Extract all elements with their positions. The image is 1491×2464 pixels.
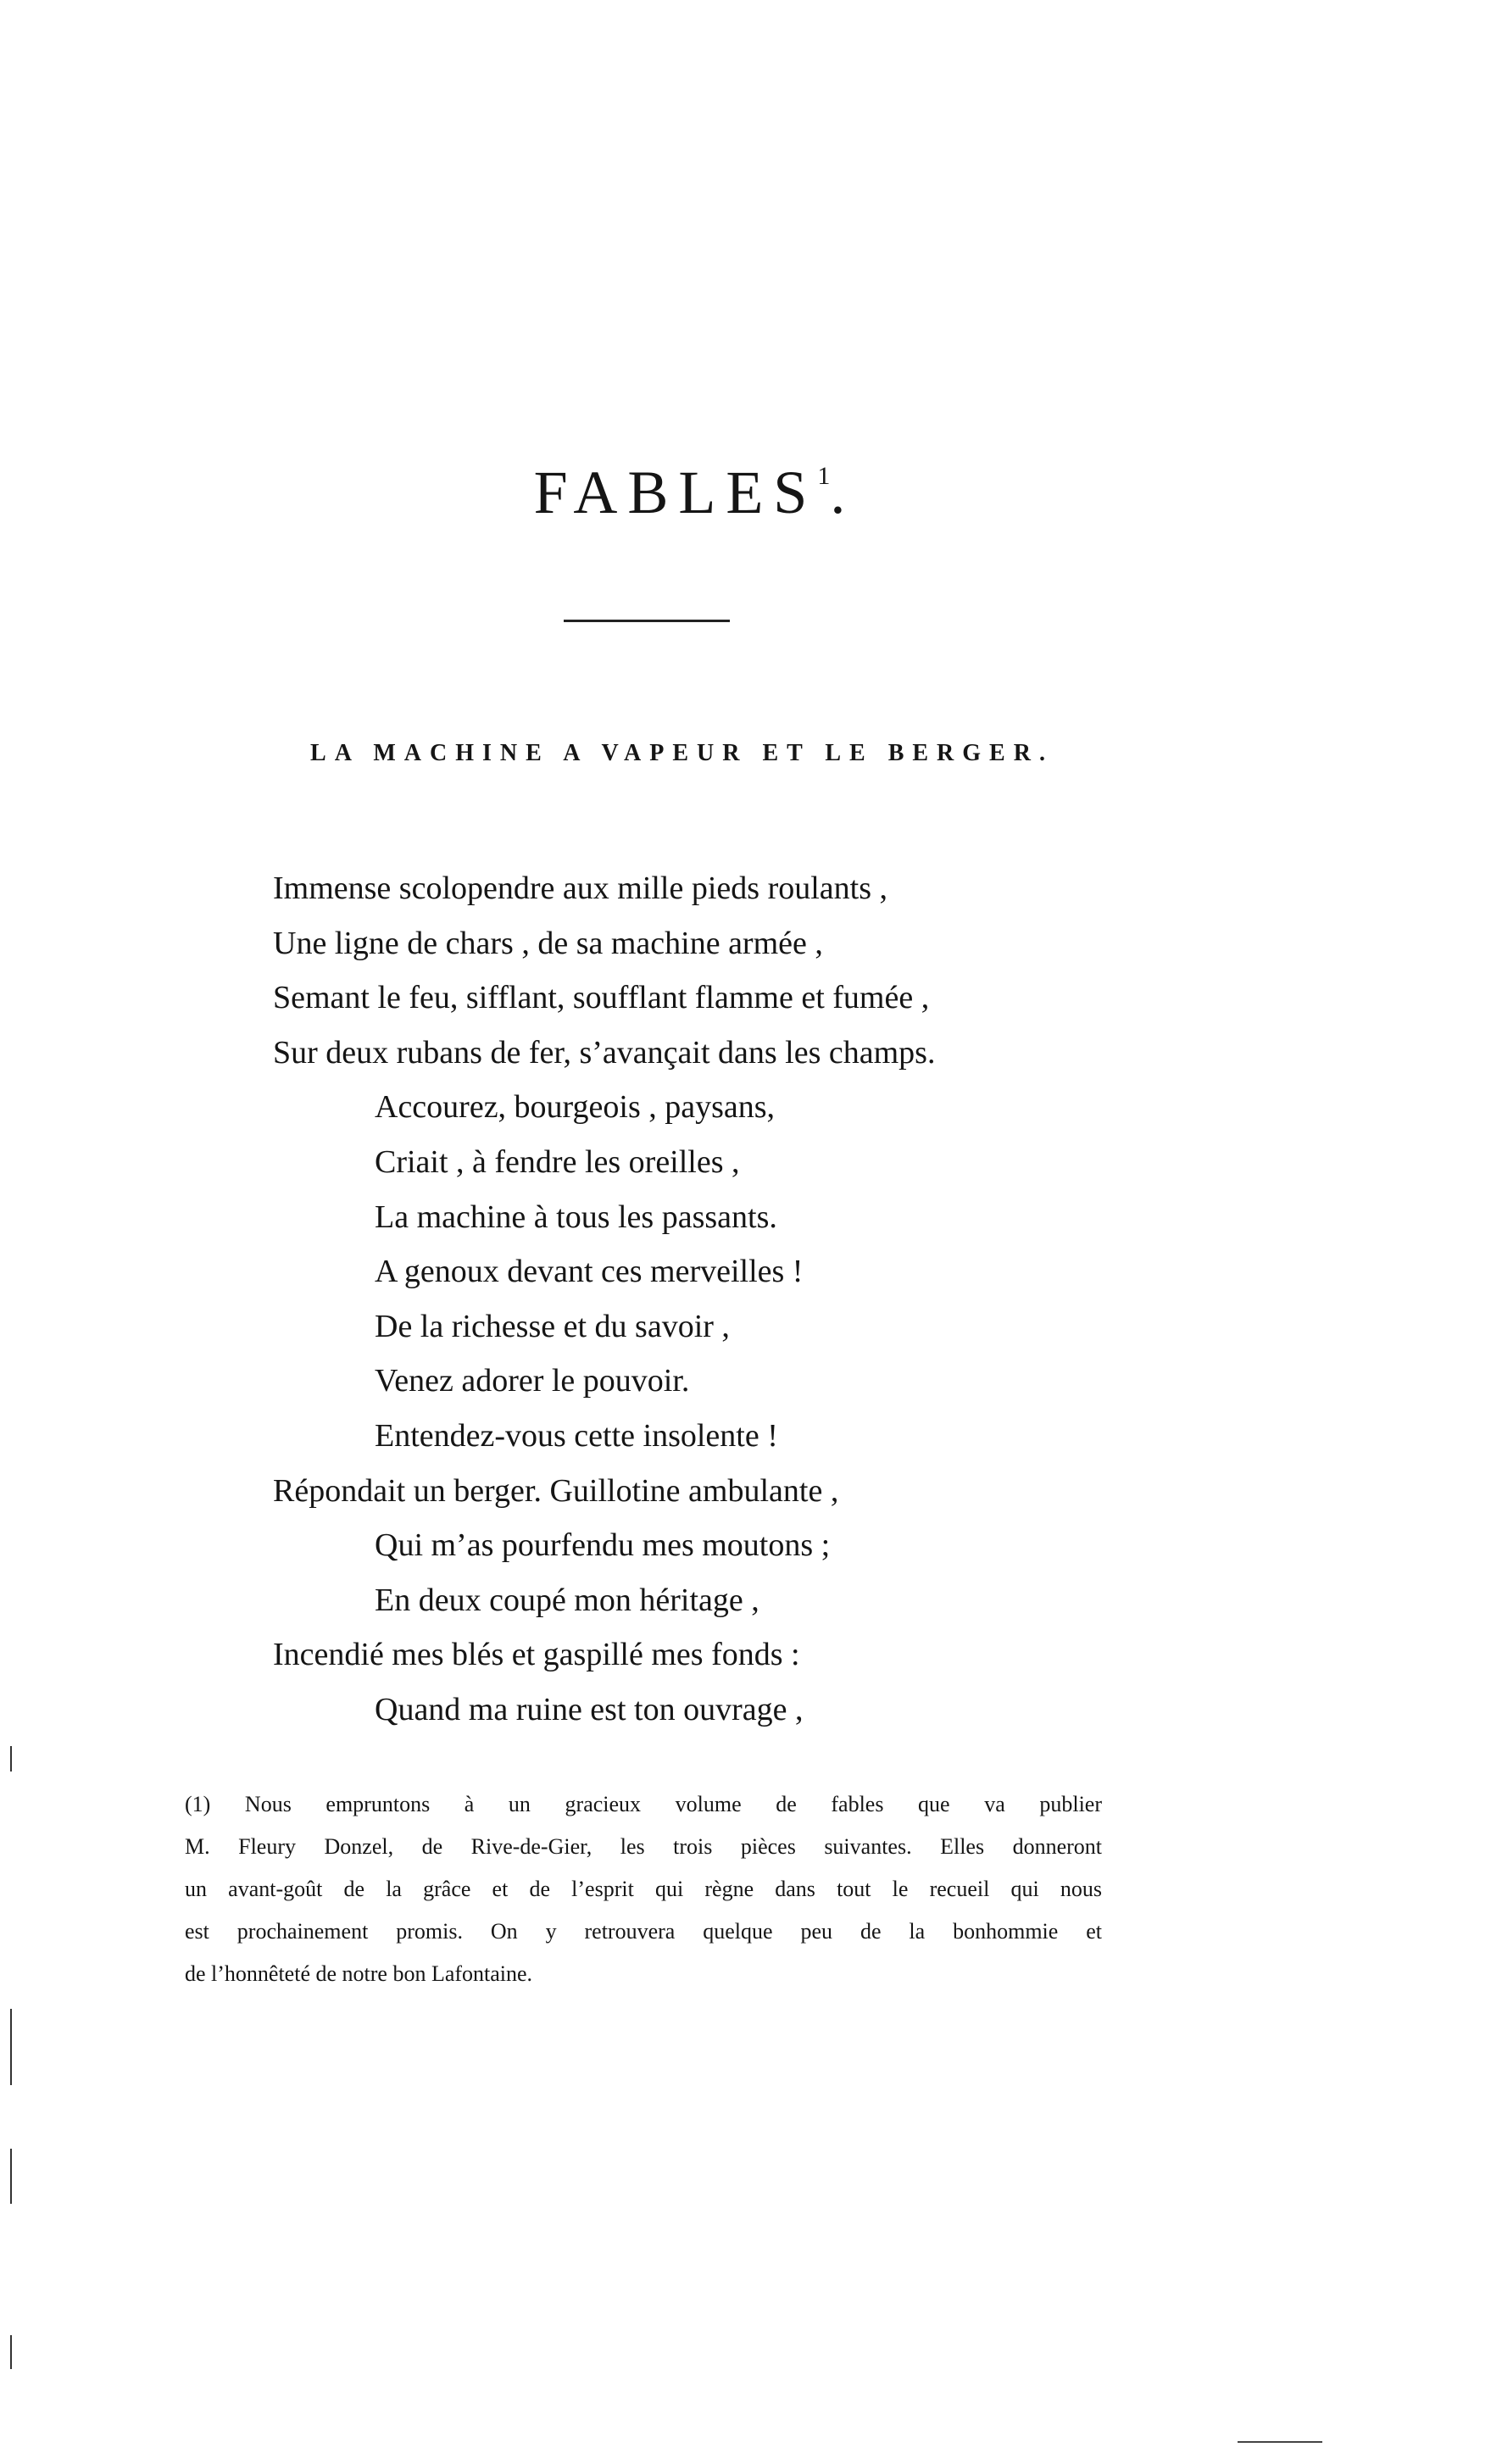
fable-title-text: LA MACHINE A VAPEUR ET LE BERGER.: [310, 740, 1054, 766]
footnote: [185, 1783, 1102, 1995]
fable-title: [0, 742, 1491, 765]
page-title: [0, 459, 1491, 526]
poem-line: Venez adorer le pouvoir.: [375, 1363, 690, 1399]
poem-line: En deux coupé mon héritage ,: [375, 1582, 759, 1618]
title-wrapper: [533, 459, 856, 526]
footnote-line: M. Fleury Donzel, de Rive-de-Gier, les trois pièces suivantes. Elles donneront: [185, 1834, 1102, 1859]
poem-line: De la richesse et du savoir ,: [375, 1308, 730, 1344]
scan-margin-mark: [10, 2009, 12, 2085]
poem-line: Une ligne de chars , de sa machine armée ,: [273, 925, 823, 961]
footnote-line: (1) Nous empruntons à un gracieux volume de fables que va publier: [185, 1792, 1102, 1816]
poem-line: A genoux devant ces merveilles !: [375, 1254, 804, 1290]
scan-margin-mark: [10, 1746, 12, 1772]
title-divider: [564, 620, 730, 622]
poem-line: Semant le feu, sifflant, soufflant flamme et fumée ,: [273, 980, 930, 1016]
corner-rule: [1238, 2441, 1322, 2443]
footnote-line: est prochainement promis. On y retrouvera quelque peu de la bonhommie et: [185, 1919, 1102, 1944]
poem-line: Criait , à fendre les oreilles ,: [375, 1143, 740, 1180]
poem-line: Sur deux rubans de fer, s’avançait dans les champs.: [273, 1034, 936, 1071]
footnote-line: de l’honnêteté de notre bon Lafontaine.: [185, 1961, 533, 1986]
poem-line: Quand ma ruine est ton ouvrage ,: [375, 1691, 804, 1727]
poem-line: Qui m’as pourfendu mes moutons ;: [375, 1527, 831, 1564]
poem-line: La machine à tous les passants.: [375, 1199, 777, 1235]
poem-line: Incendié mes blés et gaspillé mes fonds :: [273, 1637, 800, 1673]
title-text: FABLES: [533, 459, 818, 526]
footnote-line: un avant-goût de la grâce et de l’esprit qui règne dans tout le recueil qui nous: [185, 1877, 1102, 1901]
scan-margin-mark: [10, 2149, 12, 2204]
poem-line: Accourez, bourgeois , paysans,: [375, 1089, 776, 1126]
scan-margin-mark: [10, 2335, 12, 2369]
poem-line: Répondait un berger. Guillotine ambulante ,: [273, 1472, 839, 1509]
title-footnote-marker: 1: [817, 462, 831, 490]
title-trailing-period: .: [830, 459, 856, 526]
poem: [273, 866, 1121, 1743]
poem-line: Immense scolopendre aux mille pieds roulants ,: [273, 870, 887, 906]
poem-line: Entendez-vous cette insolente !: [375, 1417, 778, 1454]
